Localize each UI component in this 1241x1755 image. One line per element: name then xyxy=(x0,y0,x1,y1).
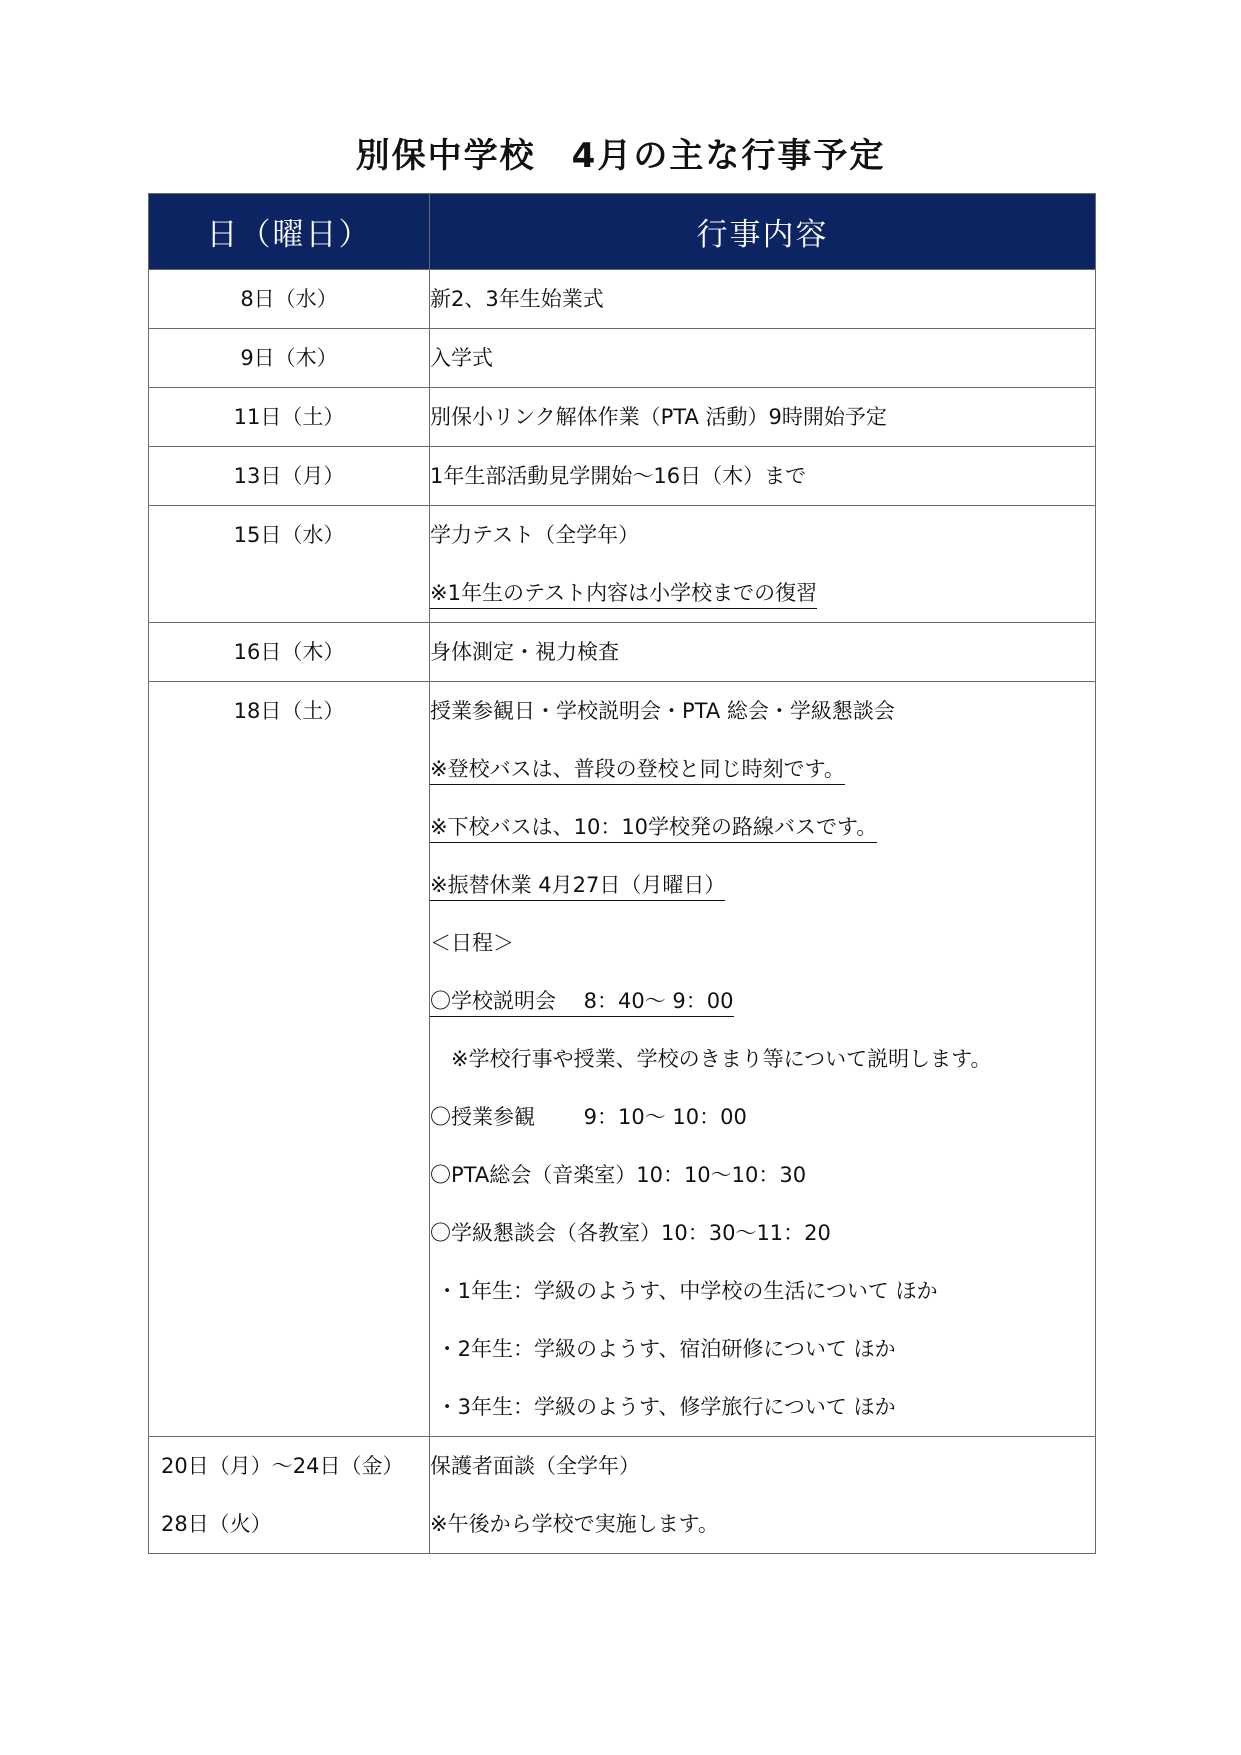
event-text: ※振替休業 4月27日（月曜日） xyxy=(430,873,725,901)
table-row xyxy=(149,1437,1096,1554)
date-column-header: 日（曜日） xyxy=(149,194,430,270)
event-text: ・3年生：学級のようす、修学旅行について ほか xyxy=(430,1395,896,1419)
date-cell xyxy=(149,388,430,447)
event-text: 授業参観日・学校説明会・PTA 総会・学級懇談会 xyxy=(430,699,895,723)
event-date: 9日（木） xyxy=(240,346,338,370)
event-item xyxy=(430,1495,1095,1553)
event-text: ※登校バスは、普段の登校と同じ時刻です。 xyxy=(430,757,845,785)
event-item xyxy=(430,506,1095,564)
event-text: ・2年生：学級のようす、宿泊研修について ほか xyxy=(430,1337,896,1361)
date-cell xyxy=(149,682,430,1437)
date-cell xyxy=(149,447,430,506)
table-row xyxy=(149,270,1096,329)
event-note xyxy=(430,972,1095,1030)
event-item xyxy=(430,1320,1095,1378)
event-note xyxy=(430,798,1095,856)
event-content-cell xyxy=(430,506,1096,623)
event-date: 18日（土） xyxy=(233,699,345,723)
event-note xyxy=(430,564,1095,622)
event-note xyxy=(430,740,1095,798)
event-content-cell xyxy=(430,270,1096,329)
event-item xyxy=(430,682,1095,740)
table-header-row xyxy=(149,194,1096,270)
event-content-cell xyxy=(430,329,1096,388)
date-cell xyxy=(149,329,430,388)
event-text: 新2、3年生始業式 xyxy=(430,287,604,311)
event-item xyxy=(430,329,1095,387)
event-text: 〇学級懇談会（各教室）10：30～11：20 xyxy=(430,1221,831,1245)
event-text: ※1年生のテスト内容は小学校までの復習 xyxy=(430,581,817,609)
table-row xyxy=(149,447,1096,506)
event-date: 13日（月） xyxy=(233,464,345,488)
event-item xyxy=(430,623,1095,681)
event-text: ※下校バスは、10：10学校発の路線バスです。 xyxy=(430,815,877,843)
event-date: 28日（火） xyxy=(161,1512,272,1536)
event-date: 20日（月）～24日（金） xyxy=(161,1454,404,1478)
table-row xyxy=(149,682,1096,1437)
event-text: 1年生部活動見学開始～16日（木）まで xyxy=(430,464,807,488)
event-text: 保護者面談（全学年） xyxy=(430,1454,640,1478)
event-item xyxy=(430,914,1095,972)
date-cell xyxy=(149,1437,430,1554)
date-cell xyxy=(149,270,430,329)
event-text: 〇PTA総会（音楽室）10：10～10：30 xyxy=(430,1163,807,1187)
event-item xyxy=(430,1378,1095,1436)
event-item xyxy=(430,1146,1095,1204)
event-text: ・1年生：学級のようす、中学校の生活について ほか xyxy=(430,1279,938,1303)
event-text: ※学校行事や授業、学校のきまり等について説明します。 xyxy=(430,1047,992,1071)
event-item xyxy=(430,1437,1095,1495)
event-text: 〇授業参観 9：10～ 10：00 xyxy=(430,1105,747,1129)
event-item xyxy=(430,1262,1095,1320)
event-item xyxy=(430,388,1095,446)
event-item xyxy=(430,1204,1095,1262)
event-item xyxy=(430,1088,1095,1146)
event-date: 11日（土） xyxy=(233,405,345,429)
event-content-cell xyxy=(430,682,1096,1437)
table-row xyxy=(149,388,1096,447)
event-content-cell xyxy=(430,447,1096,506)
event-text: ＜日程＞ xyxy=(430,931,514,955)
event-item xyxy=(430,1030,1095,1088)
event-text: 〇学校説明会 8：40～ 9：00 xyxy=(430,989,734,1017)
event-text: 身体測定・視力検査 xyxy=(430,640,619,664)
table-row xyxy=(149,506,1096,623)
event-content-cell xyxy=(430,388,1096,447)
table-row xyxy=(149,329,1096,388)
event-content-cell xyxy=(430,623,1096,682)
event-schedule-table xyxy=(148,193,1096,1554)
table-body xyxy=(149,270,1096,1554)
document-title: 別保中学校 4月の主な行事予定 xyxy=(355,136,886,176)
event-text: ※午後から学校で実施します。 xyxy=(430,1512,719,1536)
event-date: 15日（水） xyxy=(233,523,345,547)
event-text: 学力テスト（全学年） xyxy=(430,523,640,547)
event-text: 別保小リンク解体作業（PTA 活動）9時開始予定 xyxy=(430,405,887,429)
event-date: 8日（水） xyxy=(240,287,338,311)
event-note xyxy=(430,856,1095,914)
event-content-cell xyxy=(430,1437,1096,1554)
content-column-header: 行事内容 xyxy=(430,194,1096,270)
table-row xyxy=(149,623,1096,682)
event-text: 入学式 xyxy=(430,346,493,370)
event-item xyxy=(430,447,1095,505)
date-cell xyxy=(149,623,430,682)
event-date: 16日（木） xyxy=(233,640,345,664)
event-item xyxy=(430,270,1095,328)
date-cell xyxy=(149,506,430,623)
